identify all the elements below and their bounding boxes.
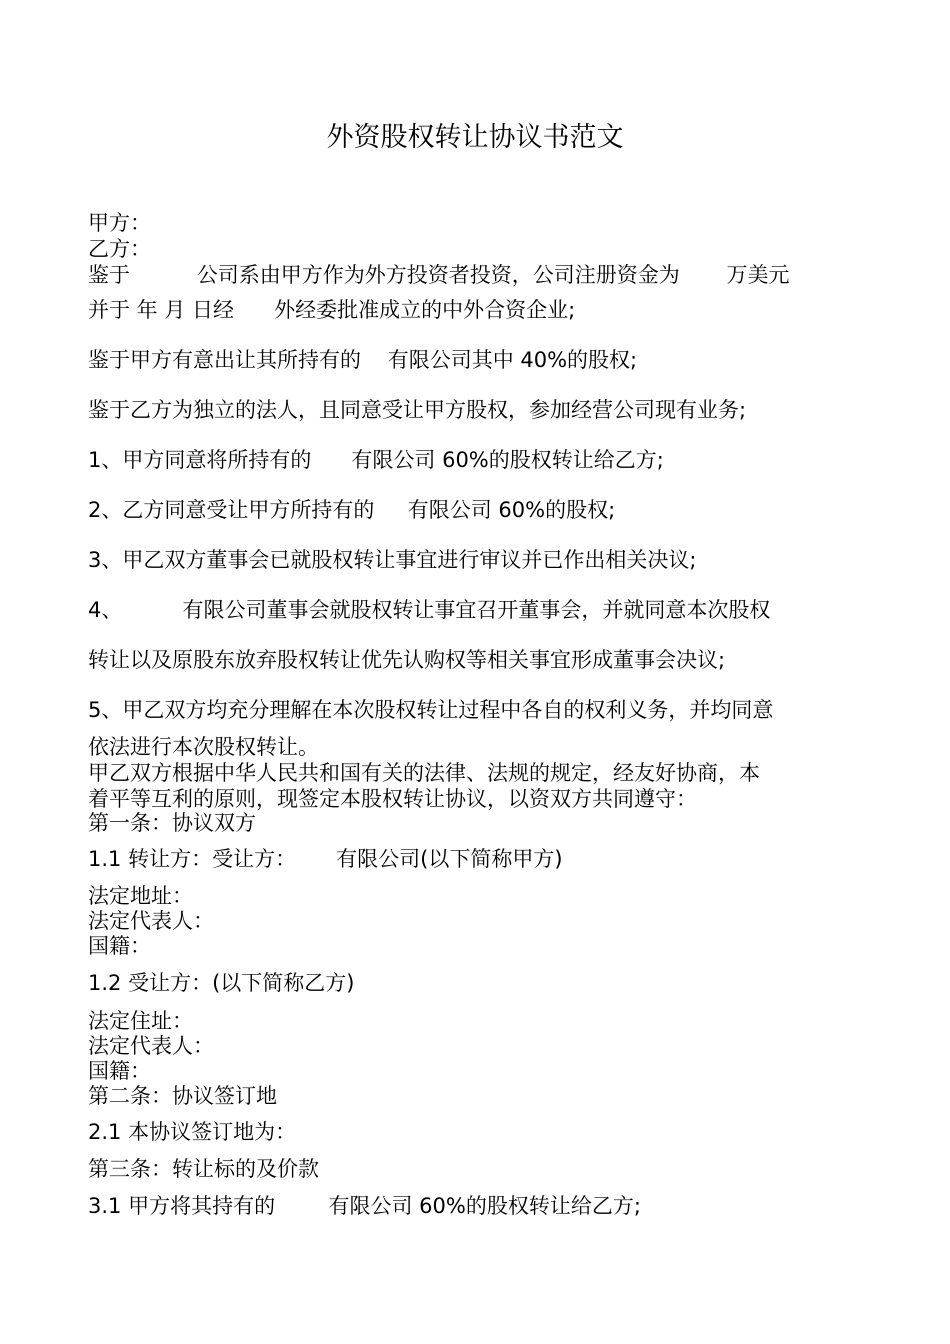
clause-line: 4、 有限公司董事会就股权转让事宜召开董事会，并就同意本次股权 [88,598,771,622]
clause-line: 1、甲方同意将所持有的 有限公司 60%的股权转让给乙方; [88,448,664,472]
clause-line: 5、甲乙双方均充分理解在本次股权转让过程中各自的权利义务，并均同意 [88,698,774,722]
field-label: 法定住址： [88,1009,193,1033]
preamble-line: 着平等互利的原则，现签定本股权转让协议，以资双方共同遵守： [88,787,697,811]
field-label: 国籍： [88,1059,151,1083]
document-title: 外资股权转让协议书范文 [326,122,624,153]
recital-line: 鉴于 公司系由甲方作为外方投资者投资，公司注册资金为 万美元 [88,263,790,287]
article-item: 1.2 受让方：(以下简称乙方) [88,971,355,995]
field-label: 法定代表人： [88,1034,214,1058]
clause-line: 依法进行本次股权转让。 [88,735,319,759]
article-item: 3.1 甲方将其持有的 有限公司 60%的股权转让给乙方; [88,1194,641,1218]
article-heading: 第三条：转让标的及价款 [88,1157,319,1181]
recital-line: 并于 年 月 日经 外经委批准成立的中外合资企业; [88,298,576,322]
field-label: 国籍： [88,934,151,958]
party-b-label: 乙方： [88,237,151,261]
recital-line: 鉴于乙方为独立的法人，且同意受让甲方股权，参加经营公司现有业务; [88,398,747,422]
clause-line: 2、乙方同意受让甲方所持有的 有限公司 60%的股权; [88,498,616,522]
field-label: 法定代表人： [88,909,214,933]
clause-line: 转让以及原股东放弃股权转让优先认购权等相关事宜形成董事会决议; [88,648,726,672]
clause-line: 3、甲乙双方董事会已就股权转让事宜进行审议并已作出相关决议; [88,548,697,572]
party-a-label: 甲方： [88,211,151,235]
field-label: 法定地址： [88,884,193,908]
article-heading: 第二条：协议签订地 [88,1084,277,1108]
article-item: 2.1 本协议签订地为： [88,1120,297,1144]
preamble-line: 甲乙双方根据中华人民共和国有关的法律、法规的规定，经友好协商，本 [88,761,760,785]
article-heading: 第一条：协议双方 [88,811,256,835]
recital-line: 鉴于甲方有意出让其所持有的 有限公司其中 40%的股权; [88,348,638,372]
article-item: 1.1 转让方：受让方： 有限公司(以下简称甲方) [88,847,563,871]
